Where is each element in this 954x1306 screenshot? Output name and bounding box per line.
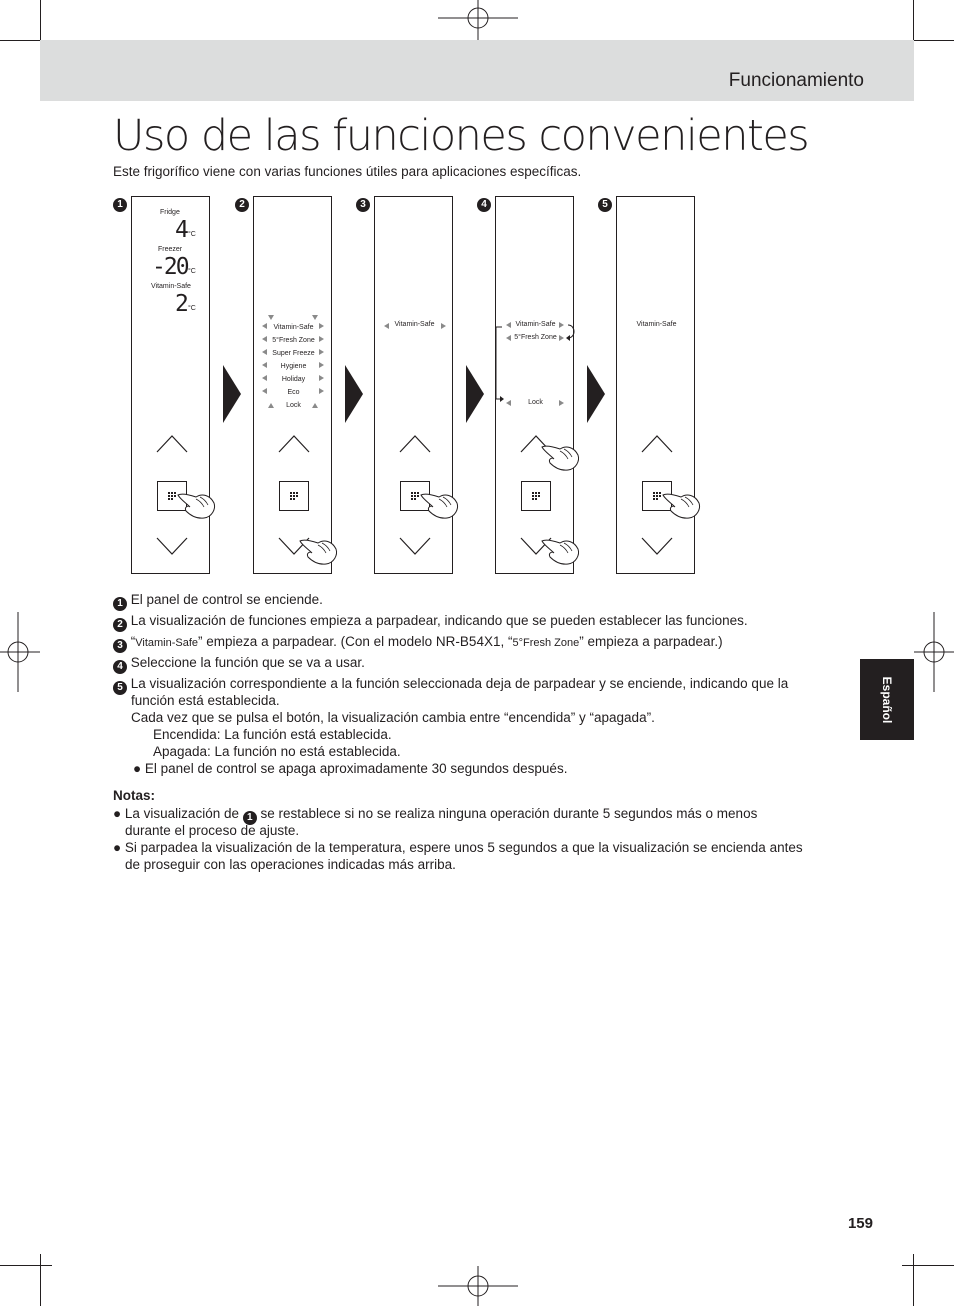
up-chevron-icon[interactable]: [278, 433, 310, 453]
step-marker-4: 4: [113, 660, 127, 674]
pointing-hand-icon: [540, 437, 582, 473]
up-chevron-icon[interactable]: [399, 433, 431, 453]
step-marker-2: 2: [113, 618, 127, 632]
grid-dots-icon: [522, 482, 550, 510]
vitamin-safe-temperature: 2: [175, 291, 187, 317]
step-5-text-line2: función está establecida.: [131, 693, 280, 708]
step-3-vitamin-safe: Vitamin-Safe: [135, 637, 199, 649]
step-3-text: ” empieza a parpadear. (Con el modelo NR-B54X1, “: [198, 634, 513, 649]
step-marker-4: 4: [477, 198, 491, 212]
fresh-zone-label: 5°Fresh Zone: [514, 334, 557, 341]
down-chevron-icon[interactable]: [399, 537, 431, 557]
step-4-text: Seleccione la función que se va a usar.: [130, 655, 365, 670]
registration-mark-left: [0, 612, 40, 692]
note-1-text-end: se restablece si no se realiza ninguna operación durante 5 segundos más o menos: [260, 806, 758, 821]
grid-dots-icon: [280, 482, 308, 510]
vitamin-safe-label: Vitamin-Safe: [636, 321, 677, 328]
note-1-text-start: ● La visualización de: [113, 806, 239, 821]
vitamin-safe-label: Vitamin-Safe: [515, 321, 556, 328]
step-arrow-icon: [345, 365, 363, 423]
function-item: Holiday: [281, 376, 306, 383]
registration-mark-bottom: [438, 1266, 518, 1306]
freezer-temperature: -20: [152, 254, 188, 280]
step-marker-3: 3: [113, 639, 127, 653]
step-marker-1: 1: [113, 597, 127, 611]
function-item: Vitamin-Safe: [273, 324, 314, 331]
section-label: Funcionamiento: [728, 70, 864, 91]
vitamin-safe-label: Vitamin-Safe: [394, 321, 435, 328]
step-1-text: El panel de control se enciende.: [130, 592, 323, 607]
step-5-bullet: ● El panel de control se apaga aproximadamente 30 segundos después.: [133, 761, 568, 776]
pointing-hand-icon: [661, 485, 703, 521]
step-marker-1: 1: [113, 198, 127, 212]
step-arrow-icon: [223, 365, 241, 423]
vitamin-safe-label: Vitamin-Safe: [151, 283, 191, 290]
control-panel-step-1: [131, 196, 210, 574]
step-2-text: La visualización de funciones empieza a parpadear, indicando que se pueden establecer las funciones.: [130, 613, 748, 628]
page-number: 159: [847, 1215, 873, 1232]
down-chevron-icon[interactable]: [156, 537, 188, 557]
intro-text: Este frigorífico viene con varias funciones útiles para aplicaciones específicas.: [113, 164, 582, 179]
header-band: [40, 40, 914, 101]
note-2-line2: de proseguir con las operaciones indicadas más arriba.: [125, 857, 456, 872]
step-5-text: La visualización correspondiente a la función seleccionada deja de parpadear y se enciende, indicando que la: [130, 676, 789, 691]
step-marker-5: 5: [113, 681, 127, 695]
function-list: [254, 321, 333, 412]
page-title: Uso de las funciones convenientes: [113, 111, 809, 161]
registration-mark-right: [914, 612, 954, 692]
function-item: Super Freeze: [272, 350, 315, 357]
language-tab-label: Español: [880, 676, 894, 723]
function-item: Lock: [286, 402, 301, 409]
pointing-hand-icon: [298, 531, 340, 567]
step-3-fresh-zone: 5°Fresh Zone: [512, 637, 580, 649]
registration-mark-top: [438, 0, 518, 40]
vitamin-safe-unit: °C: [188, 305, 196, 312]
freezer-label: Freezer: [158, 246, 183, 253]
down-chevron-icon[interactable]: [641, 537, 673, 557]
step-5-text-line3: Cada vez que se pulsa el botón, la visualización cambia entre “encendida” y “apagada”.: [131, 710, 655, 725]
step-marker-2: 2: [235, 198, 249, 212]
step-3-text-end: ” empieza a parpadear.): [579, 634, 723, 649]
step-3-quote-open: “: [130, 634, 136, 649]
pointing-hand-icon: [419, 485, 461, 521]
function-button[interactable]: [279, 481, 309, 511]
note-1-line2: durante el proceso de ajuste.: [125, 823, 300, 838]
fridge-label: Fridge: [160, 209, 180, 216]
function-button[interactable]: [521, 481, 551, 511]
language-tab: [860, 659, 914, 740]
step-marker-3: 3: [356, 198, 370, 212]
step-marker-5: 5: [598, 198, 612, 212]
control-panel-step-4: [495, 196, 574, 574]
notes-heading: Notas:: [113, 788, 156, 803]
function-item: 5°Fresh Zone: [272, 337, 315, 344]
step-arrow-icon: [466, 365, 484, 423]
up-chevron-icon[interactable]: [156, 433, 188, 453]
lock-label: Lock: [528, 399, 543, 406]
up-chevron-icon[interactable]: [641, 433, 673, 453]
step-5-off-text: Apagada: La función no está establecida.: [153, 744, 401, 759]
step-5-on-text: Encendida: La función está establecida.: [153, 727, 392, 742]
control-panel-step-2: [253, 196, 332, 574]
step-marker-1: 1: [243, 811, 257, 825]
function-item: Eco: [287, 389, 300, 396]
fridge-unit: °C: [188, 231, 196, 238]
step-arrow-icon: [587, 365, 605, 423]
pointing-hand-icon: [176, 485, 218, 521]
function-item: Hygiene: [280, 363, 307, 370]
fridge-temperature: 4: [175, 217, 187, 243]
control-panel-step-3: [374, 196, 453, 574]
freezer-unit: °C: [188, 268, 196, 275]
pointing-hand-icon: [540, 531, 582, 567]
note-2: ● Si parpadea la visualización de la temperatura, espere unos 5 segundos a que la visualización se encienda antes: [113, 840, 803, 855]
cycle-arrows-icon: [492, 319, 580, 409]
control-panel-step-5: [616, 196, 695, 574]
